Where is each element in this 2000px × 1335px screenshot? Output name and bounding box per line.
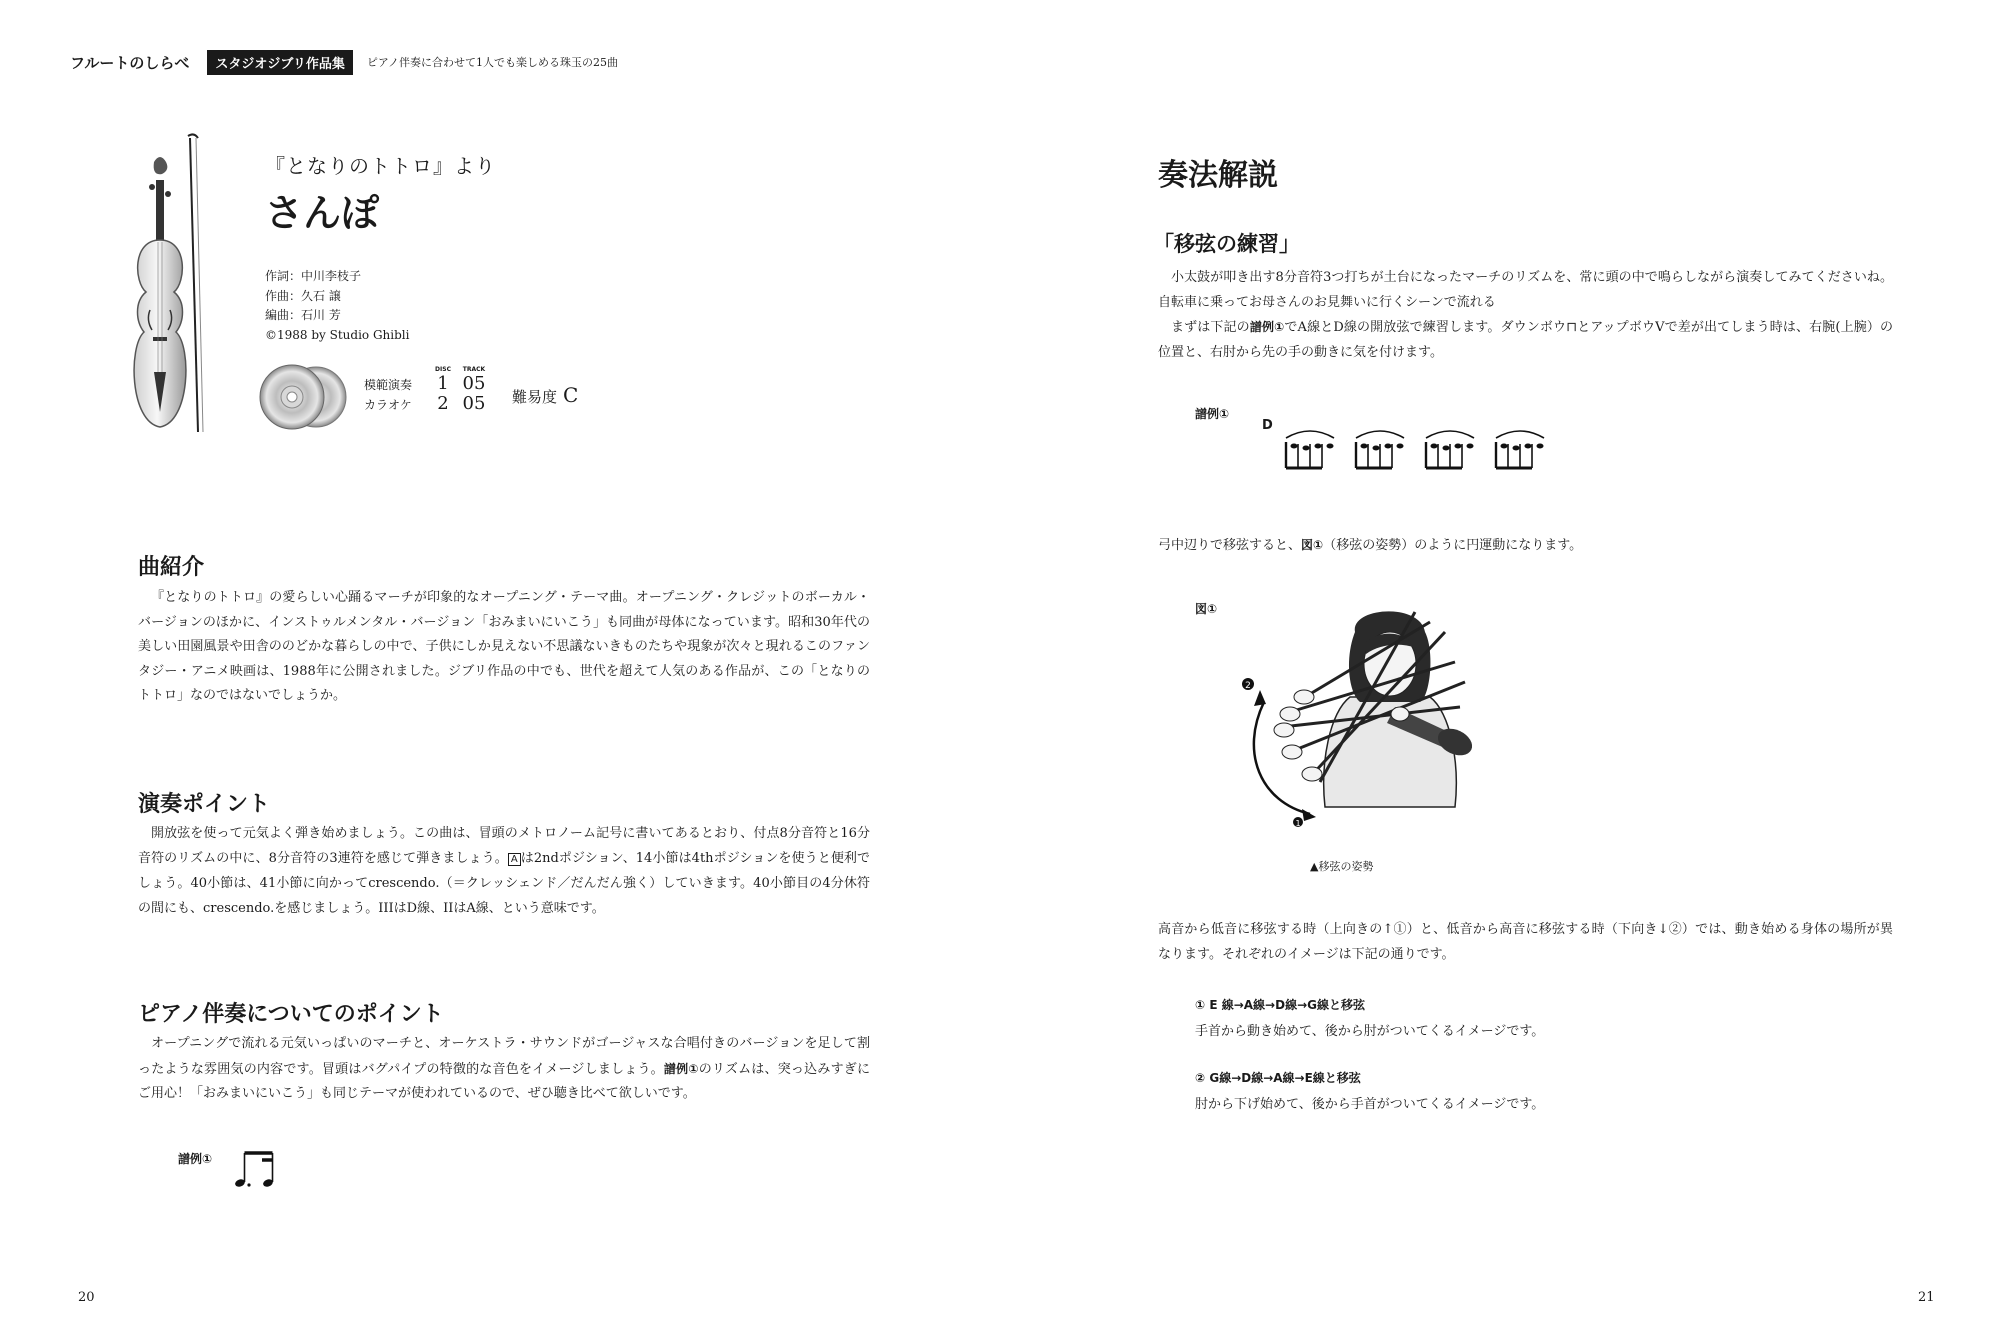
violin-icon: [128, 132, 223, 442]
figure-intro-line: 弓中辺りで移弦すると、図①（移弦の姿勢）のように円運動になります。: [1158, 538, 1583, 553]
song-title: さんぽ: [265, 190, 380, 235]
series-band: スタジオジブリ作品集: [207, 50, 352, 75]
violinist-figure-icon: [1220, 602, 1490, 827]
string-name-label: D: [1262, 418, 1273, 433]
string-crossing-notation-icon: [1262, 418, 1572, 472]
piano-heading: ピアノ伴奏についてのポイント: [138, 1002, 444, 1027]
rehearsal-mark-a: A: [508, 853, 521, 866]
step-2-title: ② G線→D線→A線→E線と移弦: [1195, 1071, 1361, 1085]
technique-para-2: まずは下記の譜例①でA線とD線の開放弦で練習します。ダウンボウ⊓とアップボウVで差が出てしまう時は、右腕(上腕）の位置と、右肘から先の手の動きに気を付けます。: [1158, 320, 1893, 360]
right-page: [1000, 0, 2000, 1335]
string-crossing-example-label: 譜例①: [1195, 407, 1230, 421]
cd-icon: [258, 362, 348, 432]
figure-caption: ▲移弦の姿勢: [1310, 860, 1374, 873]
points-body: 開放弦を使って元気よく弾き始めましょう。この曲は、冒頭のメトロノーム記号に書いてあるとおり、付点8分音符と16分音符のリズムの中に、8分音符の3連符を感じて弾きましょう。 A は2ndポジション、14小節は4thポジションを使うと便利でしょう。40小節は、41小節に向かってcrescendo.（＝クレッシェンド／だんだん強く）していきます。40小節目の4分休符の間にも、crescendo.を感じましょう。IIIはD線、IIはA線、という意味です。: [138, 826, 870, 916]
song-source: 『となりのトトロ』より: [265, 154, 496, 178]
intro-body: 『となりのトトロ』の愛らしい心踊るマーチが印象的なオープニング・テーマ曲。オープニング・クレジットのボーカル・バージョンのほかに、インストゥルメンタル・バージョン「おみまいにいこう」も同曲が母体になっています。昭和30年代の美しい田園風景や田舎ののどかな暮らしの中で、子供にしか見えない不思議ないきものたちや現象が次々と現れるこのファンタジー・アニメ映画は、1988年に公開されました。ジブリ作品の中でも、世代を超えて人気のある作品が、この「となりのトトロ」なのではないでしょうか。: [138, 590, 870, 703]
running-header: [70, 50, 618, 74]
rhythm-notation-icon: [232, 1147, 282, 1191]
technique-para-1: 小太鼓が叩き出す8分音符3つ打ちが土台になったマーチのリズムを、常に頭の中で鳴らしながら演奏してみてくださいね。自転車に乗ってお母さんのお見舞いに行くシーンで流れる: [1158, 270, 1893, 310]
svg-text:2: 2: [1245, 681, 1251, 691]
page-number-right: 21: [1918, 1290, 1935, 1305]
difficulty: 難易度 C: [512, 383, 579, 407]
composer: 作曲：久石 譲: [265, 288, 341, 303]
step-1-title: ① E 線→A線→D線→G線と移弦: [1195, 998, 1365, 1012]
copyright: ©1988 by Studio Ghibli: [265, 327, 410, 342]
intro-heading: 曲紹介: [138, 555, 205, 580]
svg-text:1: 1: [1295, 819, 1301, 827]
step-2-description: 肘から下げ始めて、後から手首がついてくるイメージです。: [1195, 1097, 1545, 1112]
series-title: フルートのしらべ: [70, 53, 190, 72]
step-1-description: 手首から動き始めて、後から肘がついてくるイメージです。: [1195, 1024, 1545, 1039]
credits: [265, 267, 409, 345]
arranger: 編曲：石川 芳: [265, 308, 341, 322]
piano-body: オープニングで流れる元気いっぱいのマーチと、オーケストラ・サウンドがゴージャスな合唱付きのバージョンを足して割ったような雰囲気の内容です。冒頭はバグパイプの特徴的な音色をイメージしましょう。譜例①のリズムは、突っ込みすぎにご用心！「おみまいにいこう」も同じテーマが使われているので、ぜひ聴き比べて欲しいです。: [138, 1036, 870, 1101]
lyricist: 作詞：中川李枝子: [265, 269, 362, 283]
technique-para-3: 高音から低音に移弦する時（上向きの↑①）と、低音から高音に移弦する時（下向き↓②）では、動き始める身体の場所が異なります。それぞれのイメージは下記の通りです。: [1158, 922, 1893, 962]
cd-row-karaoke: カラオケ 2 05: [364, 393, 486, 414]
page-number-left: 20: [78, 1290, 95, 1305]
technique-subtitle: 「移弦の練習」: [1153, 232, 1300, 256]
cd-track-table: [364, 366, 494, 413]
disc-header: DISC: [435, 366, 451, 373]
score-example-label: 譜例①: [178, 1152, 213, 1166]
figure-label: 図①: [1195, 602, 1218, 616]
technique-intro: [1158, 266, 1893, 365]
technique-title: 奏法解説: [1158, 158, 1278, 193]
difficulty-grade: C: [563, 383, 579, 407]
cd-row-demo: 模範演奏 1 05: [364, 373, 486, 394]
points-heading: 演奏ポイント: [138, 792, 271, 817]
track-header: TRACK: [462, 366, 486, 373]
series-subtitle: ピアノ伴奏に合わせて1人でも楽しめる珠玉の25曲: [366, 56, 619, 69]
